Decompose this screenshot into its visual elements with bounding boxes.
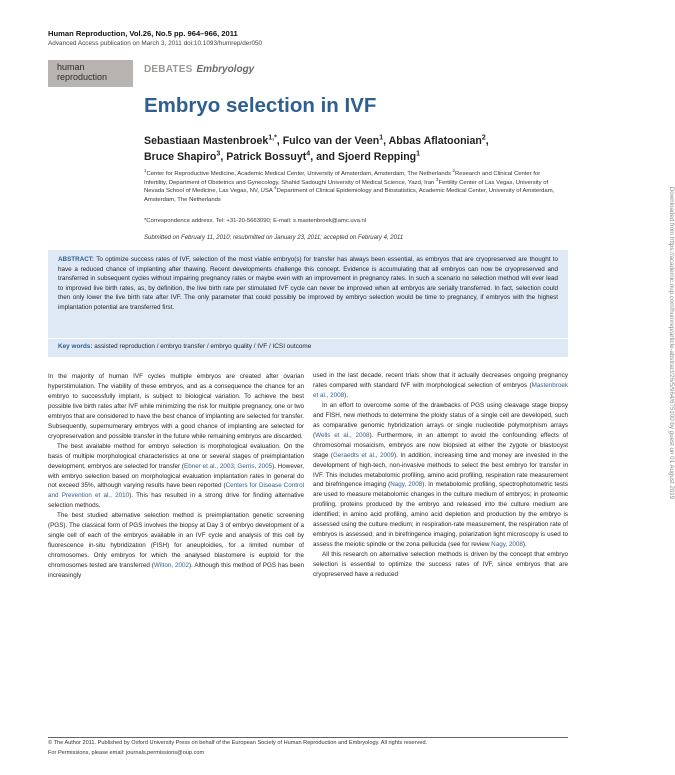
body-text: In an effort to overcome some of the drawbacks of PGS using cleavage stage biopsy and FISH, new methods to determine the ploidy status of a single cell are developed, such as comparative genomic hybridization arrays or single nucleotide polymorphism arrays ( xyxy=(313,401,568,439)
affiliation-number: 2 xyxy=(452,168,456,174)
abstract-box xyxy=(48,250,568,338)
abstract-text: To optimize success rates of IVF, selection of the most viable embryo(s) for transfer has always been essential, as embryos that are cryopreserved are thought to have a reduced chance of implanting after thawing. Recent developments challenge this concept. Evidence is accumulating that all embryos can now be cryopreserved and transferred in subsequent cycles without impairing pregnancy rates or maybe even with an improvement in pregnancy rates. In such a scenario no selection method will ever lead to improved live birth rates, as, by definition, the live birth rate per stimulated IVF cycle can never be improved when all embryos are serially transferred. In fact, selection could then only lower the live birth rate after IVF. The only parameter that could possibly be improved by embryo selection would be time to pregnancy, if embryos with the highest implantation potential are transferred first. xyxy=(58,256,559,311)
citation-link[interactable]: Wells et al., 2008 xyxy=(315,431,370,439)
correspondence-address: *Correspondence address. Tel: +31-20-5663090; E-mail: s.mastenbroek@amc.uva.nl xyxy=(144,218,367,224)
author-name: Fulco van der Veen xyxy=(282,135,380,147)
logo-line-1: human xyxy=(57,62,85,72)
body-text: ). This has resulted in a strong drive for finding alternative selection methods. xyxy=(48,492,304,510)
author-name: Abbas Aflatoonian xyxy=(388,135,482,147)
body-paragraph xyxy=(48,511,304,581)
author-line-1 xyxy=(144,134,544,150)
author-affiliation-mark: 1 xyxy=(379,134,384,142)
section-label: DEBATES xyxy=(144,64,193,75)
author-separator: , and xyxy=(310,150,338,163)
author-separator: , xyxy=(220,150,227,163)
body-paragraph xyxy=(313,401,568,550)
affiliation-text: Center for Reproductive Medicine, Academic Medical Center, University of Amsterdam, Amsterdam, The Netherlands xyxy=(146,171,453,177)
section-heading xyxy=(144,64,254,75)
author-affiliation-mark: 4 xyxy=(306,149,311,157)
affiliation-text: Fertility Center of Las Vegas, University of Nevada School of Medicine, Las Vegas, NV, USA xyxy=(144,179,549,195)
citation-link[interactable]: Wilton, 2002 xyxy=(153,562,189,570)
author-name: Sjoerd Repping xyxy=(337,150,417,163)
author-line-2 xyxy=(144,150,544,166)
keywords-label: Key words: xyxy=(58,343,93,350)
citation-link[interactable]: Nagy, 2008 xyxy=(491,541,523,549)
author-separator: , xyxy=(383,135,389,147)
affiliations xyxy=(144,170,559,204)
body-text: ). However, with embryo selection based on morphological evaluation implantation rates in general do not exceed 35%, although varying results have been reported ( xyxy=(48,462,304,490)
affiliation-text: Research and Clinical Center for Infertility, Department of Obstetrics and Gynecology, Shahid Sadoughi University of Medical Science, Yazd, Iran xyxy=(144,171,541,186)
citation-link[interactable]: Nagy, 2008 xyxy=(390,481,423,489)
body-text: The best studied alternative selection method is preimplantation genetic screening (PGS). The classical form of PGS involves the biopsy at Day 3 of embryo development of a single cell of each of the embryos available in an IVF cycle and analysis of this cell by fluorescence in-situ hybridization (FISH) for aneuploidies, for a limited number of chromosomes. Only embryos for which the analysed blastomere is euploid for the chromosomes tested are transferred ( xyxy=(48,512,304,570)
body-text: ). In metabolomic profiling, spectrophotometric tests are used to measure metabolomic changes in the culture medium of embryos; in proteomic profiling, proteins produced by the embryo and released into the culture medium are identified; in amino acid profiling, amino acid depletion and production by the embryo is assessed using the culture medium; in respiration-rate measurement, the respiration rate of embryos is assessed; and in birefringence imaging, polarization light microscopy is used to assess the meiotic spindle or the zona pellucida (see for review xyxy=(313,481,568,549)
citation-link[interactable]: Geraedts et al., 2009 xyxy=(333,451,395,459)
body-text: ). In addition, increasing time and money are invested in the development of high-tech, non-invasive methods to select the best embryo for transfer in IVF. This includes metabolomic profiling, amino acid profiling, respiration rate measurement and birefringence imaging ( xyxy=(313,451,568,489)
subsection-label: Embryology xyxy=(196,64,255,75)
body-column-left xyxy=(48,372,304,581)
abstract-label: ABSTRACT: xyxy=(58,256,95,263)
body-text: ; xyxy=(233,462,238,470)
affiliation-number: 3 xyxy=(435,176,439,182)
body-column-right xyxy=(313,371,568,580)
author-affiliation-mark: 3 xyxy=(216,149,221,157)
keywords-box xyxy=(48,339,568,357)
body-paragraph xyxy=(313,550,568,580)
author-name: Patrick Bossuyt xyxy=(226,150,307,163)
affiliation-number: 4 xyxy=(274,185,277,191)
affiliation-number: 1 xyxy=(144,168,147,174)
author-name: Bruce Shapiro xyxy=(144,150,217,163)
citation-link[interactable]: Mastenbroek et al., 2008 xyxy=(313,381,568,399)
footer-divider xyxy=(48,737,568,738)
logo-line-2: reproduction xyxy=(57,71,108,82)
body-paragraph xyxy=(48,442,304,512)
body-text: used in the last decade, recent trials show that it actually decreases ongoing pregnancy rates compared with standard IVF with morphological selection of embryos ( xyxy=(313,372,568,389)
body-paragraph xyxy=(48,372,304,442)
advance-access-line: Advanced Access publication on March 3, 2011 doi:10.1093/humrep/der050 xyxy=(48,40,263,47)
body-text: ). xyxy=(344,391,349,399)
footer-copyright: © The Author 2011. Published by Oxford University Press on behalf of the European Society of Human Reproduction and Embryology. All rights reserved. xyxy=(48,740,428,746)
author-affiliation-mark: 2 xyxy=(481,134,486,142)
citation-link[interactable]: Gerris, 2005 xyxy=(237,462,273,470)
author-name: Sebastiaan Mastenbroek xyxy=(144,135,269,147)
body-text: ). Furthermore, in an attempt to avoid the confounding effects of chromosomal mosaicism, embryos are now biopsied at either the zygote or blastocyst stage ( xyxy=(313,431,568,459)
body-text: All this research on alternative selection methods is driven by the concept that embryo selection is essential to optimize the success rates of IVF, since embryos that are cryopreserved have a reduced xyxy=(313,551,568,579)
keywords-text: assisted reproduction / embryo transfer / embryo quality / IVF / ICSI outcome xyxy=(94,343,312,350)
author-affiliation-mark: 1 xyxy=(416,149,421,157)
journal-citation: Human Reproduction, Vol.26, No.5 pp. 964–966, 2011 xyxy=(48,29,238,38)
author-list xyxy=(144,134,544,165)
journal-logo xyxy=(48,60,133,87)
body-text: In the majority of human IVF cycles multiple embryos are created after ovarian hyperstimulation. The viability of these embryos, and as a consequence the chance for an embryo to successfully implant, is subject to biological variation. To achieve the best possible live birth rates after IVF while minimizing the risk for multiple pregnancy, one or two embryos that are considered to have the best chance of implanting are selected for transfer. Subsequently, supernumerary embryos with a good chance of implanting are selected for cryopreservation and possible transfer in the future while remaining embryos are discarded. xyxy=(48,373,304,440)
download-watermark: Downloaded from https://academic.oup.com/humrep/article-abstract/26/5/964/675100 by guest on 01 August 2019 xyxy=(668,186,675,500)
body-text: ). xyxy=(522,541,527,549)
body-paragraph xyxy=(313,371,568,401)
author-affiliation-mark: 1,* xyxy=(268,134,277,142)
author-separator: , xyxy=(485,135,489,147)
article-title: Embryo selection in IVF xyxy=(144,94,377,117)
body-text: ). Although this method of PGS has been increasingly xyxy=(48,562,304,580)
citation-link[interactable]: Ebner et al., 2003 xyxy=(184,462,234,470)
footer-permissions: For Permissions, please email: journals.permissions@oup.com xyxy=(48,750,205,756)
citation-link[interactable]: Centers for Disease Control and Prevention et al., 2010 xyxy=(48,482,304,500)
affiliation-text: Department of Clinical Epidemiology and Biostatistics, Academic Medical Center, University of Amsterdam, Amsterdam, The Netherlands xyxy=(144,188,555,203)
body-text: The best available method for embryo selection is morphological evaluation. On the basis of multiple morphological characteristics at one or several stages of preimplantation development, embryos are selected for transfer ( xyxy=(48,442,304,470)
submission-dates: Submitted on February 11, 2010; resubmitted on January 23, 2011; accepted on February 4, 2011 xyxy=(144,235,404,241)
author-separator: , xyxy=(276,135,283,147)
